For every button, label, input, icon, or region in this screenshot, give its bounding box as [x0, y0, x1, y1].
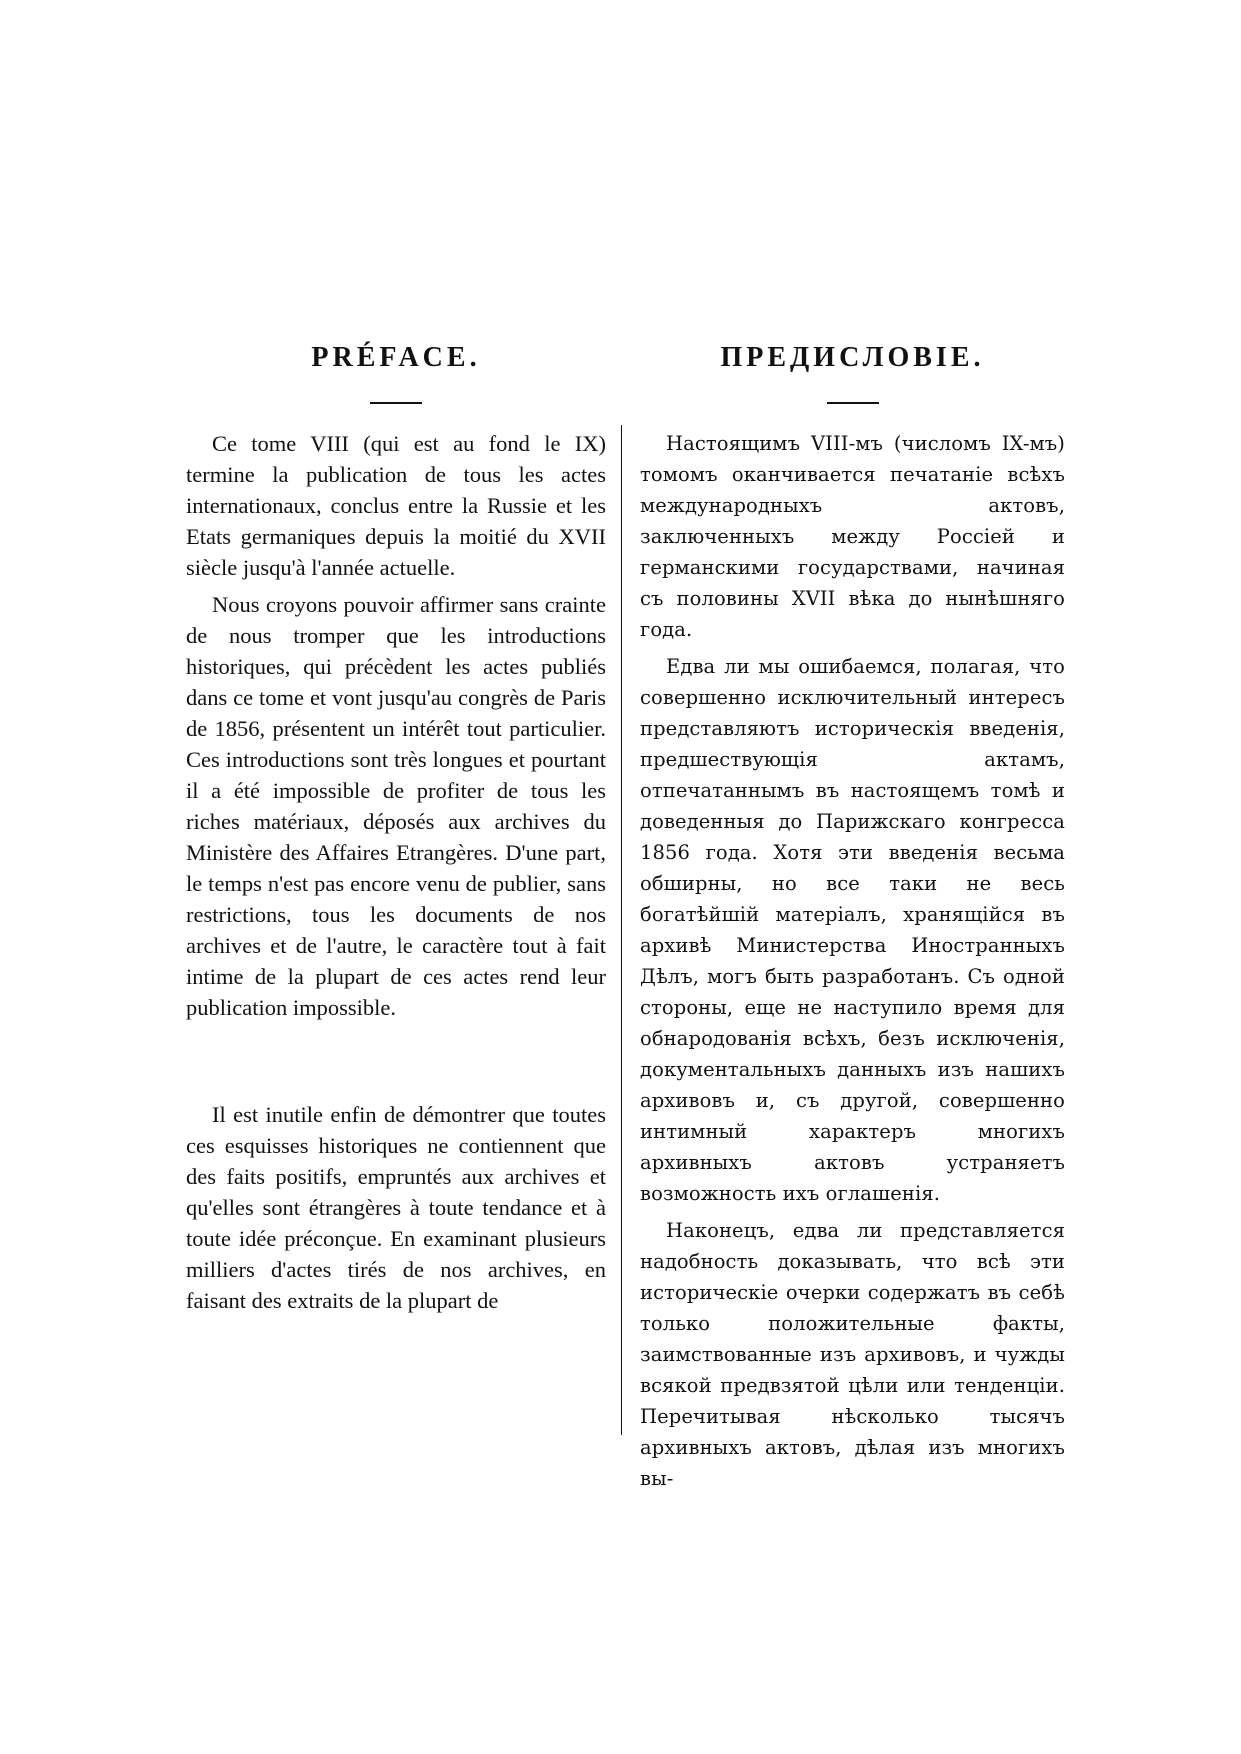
french-paragraph-1: Ce tome VIII (qui est au fond le IX) termine la publication de tous les actes internationaux, conclus entre la Russie et les Etats germaniques depuis la moitié du XVII siècle jusqu'à l'année actuelle.: [186, 431, 606, 580]
french-paragraph-3: Il est inutile enfin de démontrer que toutes ces esquisses historiques ne contiennent que des faits positifs, empruntés aux archives et qu'elles sont étrangères à toute tendance et à toute idée préconçue. En examinant plusieurs milliers d'actes tirés de nos archives, en faisant des extraits de la plupart de: [186, 1102, 606, 1313]
french-heading: PRÉFACE.: [311, 342, 481, 373]
russian-paragraph-3: Наконецъ, едва ли представляется надобность доказывать, что всѣ эти историческіе очерки содержатъ въ себѣ только положительные факты, заимствованные изъ архивовъ, и чужды всякой предвзятой цѣли или тенденціи. Перечитывая нѣсколько тысячъ архивныхъ актовъ, дѣлая изъ многихъ вы-: [640, 1219, 1065, 1490]
russian-paragraph-2: Едва ли мы ошибаемся, полагая, что совершенно исключительный интересъ представляютъ историческія введенія, предшествующія актамъ, отпечатаннымъ въ настоящемъ томѣ и доведенныя до Парижскаго конгресса 1856 года. Хотя эти введенія весьма обширны, но все таки не весь богатѣйшій матеріалъ, хранящійся въ архивѣ Министерства Иностранныхъ Дѣлъ, могъ быть разработанъ. Съ одной стороны, еще не наступило время для обнародованія всѣхъ, безъ исключенія, документальныхъ данныхъ изъ нашихъ архивовъ и, съ другой, совершенно интимный характеръ многихъ архивныхъ актовъ устраняетъ возможность ихъ оглашенія.: [640, 655, 1065, 1205]
column-divider: [621, 425, 622, 1435]
french-paragraph-2: Nous croyons pouvoir affirmer sans crainte de nous tromper que les introductions historiques, qui précèdent les actes publiés dans ce tome et vont jusqu'au congrès de Paris de 1856, présentent un intérêt tout particulier. Ces introductions sont très longues et pourtant il a été impossible de profiter de tous les riches matériaux, déposés aux archives du Ministère des Affaires Etrangères. D'une part, le temps n'est pas encore venu de publier, sans restrictions, tous les documents de nos archives et de l'autre, le caractère tout à fait intime de la plupart de ces actes rend leur publication impossible.: [186, 592, 606, 1020]
french-column: [186, 340, 606, 1316]
russian-heading: ПРЕДИСЛОВІЕ.: [720, 342, 985, 373]
russian-heading-rule: [827, 402, 879, 404]
russian-paragraph-1: Настоящимъ VIII-мъ (числомъ IX-мъ) томомъ оканчивается печатаніе всѣхъ международныхъ актовъ, заключенныхъ между Россіей и германскими государствами, начиная съ половины XVII вѣка до нынѣшняго года.: [640, 432, 1065, 641]
russian-column: [640, 340, 1065, 1494]
french-heading-rule: [370, 402, 422, 404]
